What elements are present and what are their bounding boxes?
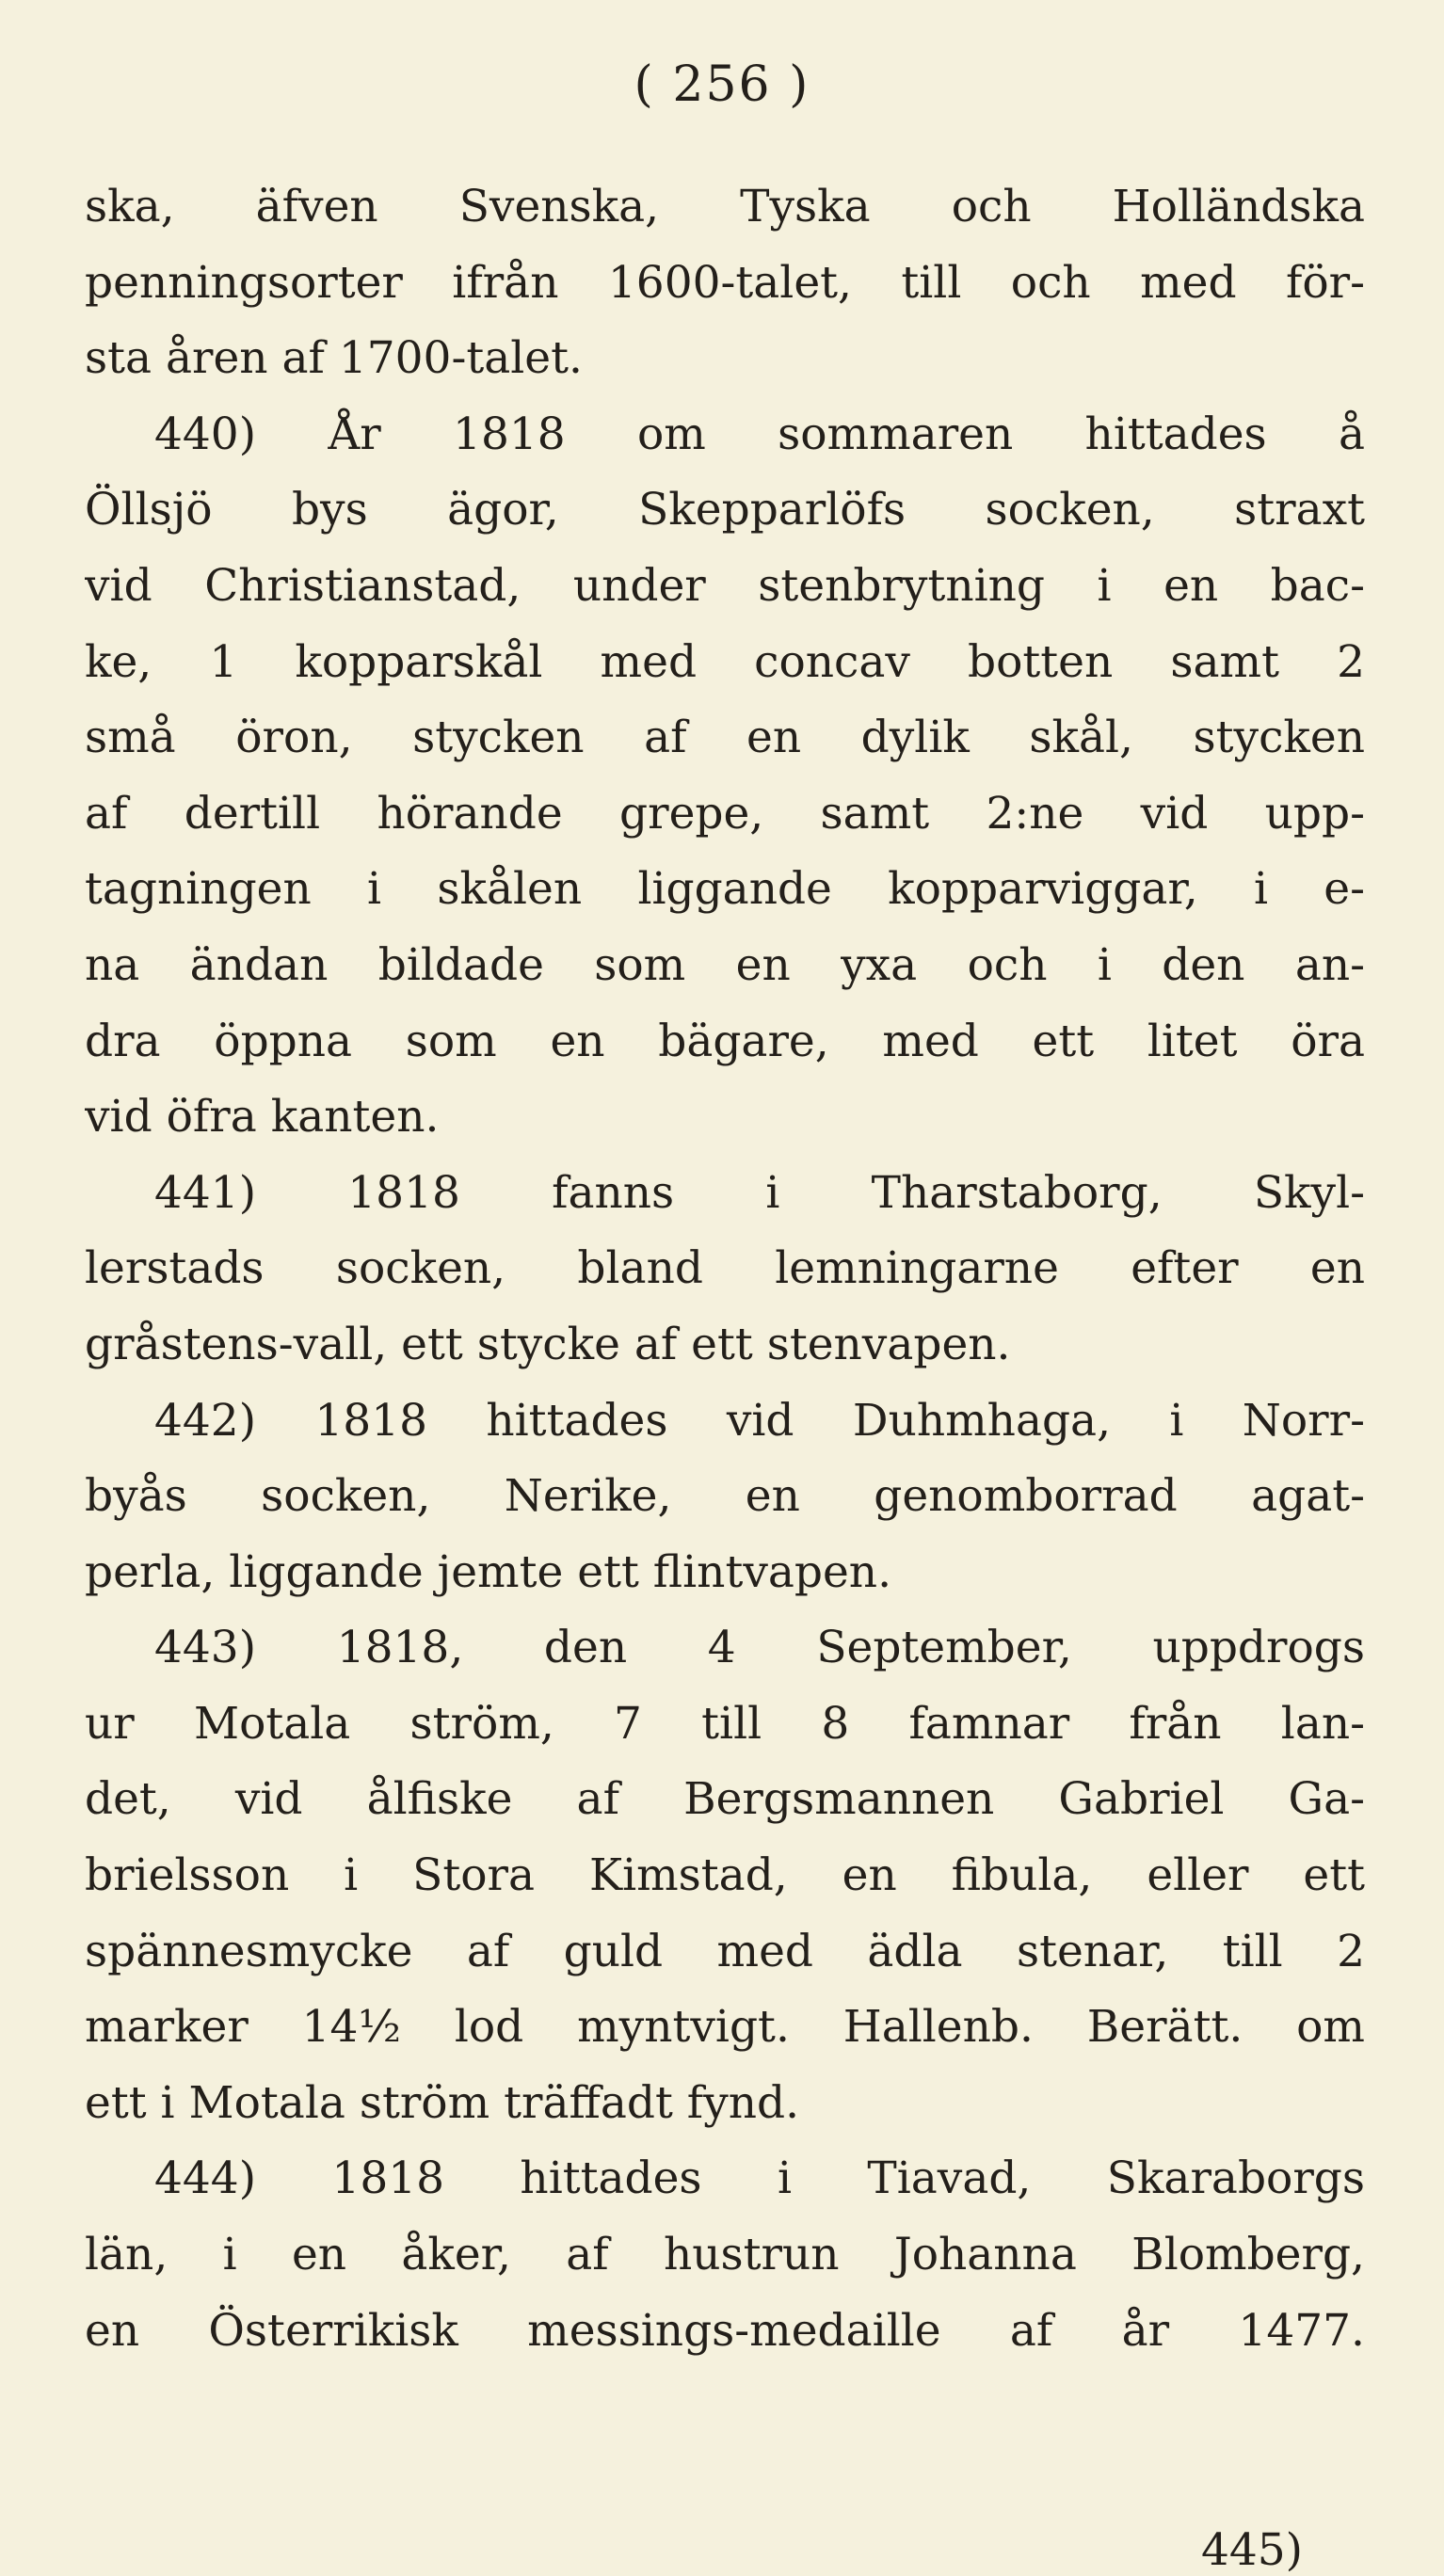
text-line: 440) År 1818 om sommaren hittades å [154,408,1365,460]
text-line: perla, liggande jemte ett flintvapen. [85,1545,892,1598]
text-line: 441) 1818 fanns i Tharstaborg, Skyl- [154,1166,1365,1219]
text-line: brielsson i Stora Kimstad, en fibula, eller ett [85,1849,1365,1902]
text-line: vid Christianstad, under stenbrytning i en bac- [85,559,1365,612]
text-line: na ändan bildade som en yxa och i den an- [85,938,1365,991]
text-line: ska, äfven Svenska, Tyska och Holländska [85,181,1365,232]
text-line: dra öppna som en bägare, med ett litet öra [85,1015,1365,1067]
text-line: af dertill hörande grepe, samt 2:ne vid upp- [85,787,1365,840]
text-line: sta åren af 1700-talet. [85,332,583,385]
text-line: penningsorter ifrån 1600-talet, till och med för- [85,256,1365,309]
text-line: län, i en åker, af hustrun Johanna Blomberg, [85,2229,1365,2281]
text-line: ke, 1 kopparskål med concav botten samt 2 [85,635,1365,688]
page-number: ( 256 ) [634,56,810,113]
text-line: lerstads socken, bland lemningarne efter en [85,1242,1365,1295]
text-line: Öllsjö bys ägor, Skepparlöfs socken, straxt [85,484,1365,536]
text-line: marker 14½ lod myntvigt. Hallenb. Berätt. om [85,2001,1365,2054]
text-line: spännesmycke af guld med ädla stenar, till 2 [85,1925,1365,1977]
catchword: 445) [1200,2524,1303,2576]
text-line: ett i Motala ström träffadt fynd. [85,2076,800,2129]
text-line: 443) 1818, den 4 September, uppdrogs [154,1622,1365,1674]
text-line: byås socken, Nerike, en genomborrad agat- [85,1470,1365,1523]
text-line: 444) 1818 hittades i Tiavad, Skaraborgs [154,2152,1365,2205]
text-line: små öron, stycken af en dylik skål, stycken [85,712,1365,764]
text-line: gråstens-vall, ett stycke af ett stenvapen. [85,1318,1011,1370]
text-line: vid öfra kanten. [85,1091,440,1144]
text-line: tagningen i skålen liggande kopparviggar, i e- [85,863,1365,916]
text-line: en Österrikisk messings-medaille af år 1477. [85,2304,1365,2357]
text-line: 442) 1818 hittades vid Duhmhaga, i Norr- [154,1394,1365,1447]
text-line: det, vid ålfiske af Bergsmannen Gabriel Ga- [85,1773,1365,1826]
text-line: ur Motala ström, 7 till 8 famnar från lan- [85,1697,1365,1750]
body-text [85,169,1365,2369]
